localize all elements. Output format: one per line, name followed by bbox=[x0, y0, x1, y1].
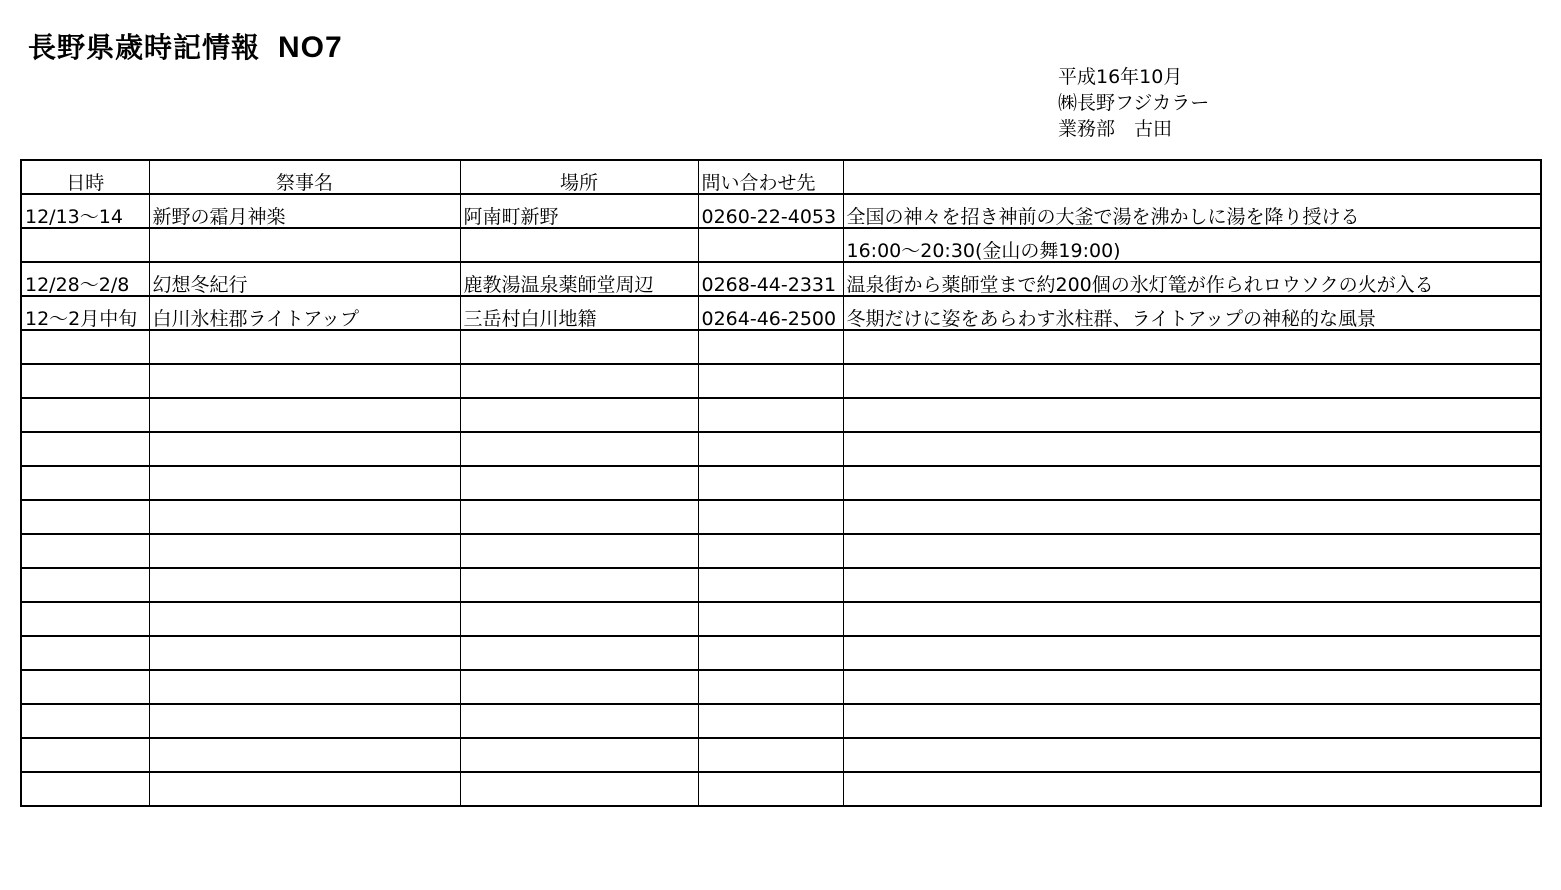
cell-description bbox=[843, 602, 1541, 636]
cell-place: 三岳村白川地籍 bbox=[460, 296, 698, 330]
title-text: 長野県歳時記情報 bbox=[28, 31, 261, 64]
cell-description bbox=[843, 568, 1541, 602]
cell-description bbox=[843, 738, 1541, 772]
cell-event-name bbox=[149, 432, 460, 466]
cell-description bbox=[843, 704, 1541, 738]
column-header-event: 祭事名 bbox=[149, 160, 460, 194]
cell-contact bbox=[698, 500, 843, 534]
cell-contact bbox=[698, 772, 843, 806]
cell-description: 全国の神々を招き神前の大釜で湯を沸かしに湯を降り授ける bbox=[843, 194, 1541, 228]
cell-contact bbox=[698, 534, 843, 568]
cell-place: 阿南町新野 bbox=[460, 194, 698, 228]
cell-date bbox=[21, 432, 149, 466]
cell-description bbox=[843, 432, 1541, 466]
cell-contact bbox=[698, 704, 843, 738]
cell-event-name: 新野の霜月神楽 bbox=[149, 194, 460, 228]
cell-place bbox=[460, 228, 698, 262]
cell-date: 12～2月中旬 bbox=[21, 296, 149, 330]
cell-event-name bbox=[149, 738, 460, 772]
events-table bbox=[20, 159, 1542, 807]
table-row bbox=[21, 330, 1541, 364]
table-row bbox=[21, 738, 1541, 772]
cell-event-name: 幻想冬紀行 bbox=[149, 262, 460, 296]
cell-date bbox=[21, 772, 149, 806]
cell-place bbox=[460, 534, 698, 568]
cell-description: 冬期だけに姿をあらわす氷柱群、ライトアップの神秘的な風景 bbox=[843, 296, 1541, 330]
table-header-row bbox=[21, 160, 1541, 194]
cell-event-name bbox=[149, 602, 460, 636]
cell-date bbox=[21, 466, 149, 500]
cell-contact bbox=[698, 228, 843, 262]
table-row bbox=[21, 670, 1541, 704]
cell-date bbox=[21, 228, 149, 262]
cell-description bbox=[843, 670, 1541, 704]
cell-place bbox=[460, 738, 698, 772]
issue-number: NO7 bbox=[278, 31, 343, 64]
cell-contact bbox=[698, 432, 843, 466]
table-row bbox=[21, 602, 1541, 636]
cell-place bbox=[460, 772, 698, 806]
cell-description bbox=[843, 364, 1541, 398]
table-row bbox=[21, 432, 1541, 466]
table-row bbox=[21, 262, 1541, 296]
cell-contact bbox=[698, 398, 843, 432]
cell-date bbox=[21, 704, 149, 738]
table-row bbox=[21, 704, 1541, 738]
issue-date: 平成16年10月 bbox=[1058, 66, 1183, 88]
table-row bbox=[21, 364, 1541, 398]
cell-event-name: 白川氷柱郡ライトアップ bbox=[149, 296, 460, 330]
issuer-department: 業務部 古田 bbox=[1058, 118, 1173, 140]
cell-date bbox=[21, 636, 149, 670]
cell-description bbox=[843, 466, 1541, 500]
cell-event-name bbox=[149, 364, 460, 398]
cell-contact bbox=[698, 602, 843, 636]
cell-description bbox=[843, 330, 1541, 364]
column-header-description bbox=[843, 160, 1541, 194]
cell-contact bbox=[698, 568, 843, 602]
cell-event-name bbox=[149, 330, 460, 364]
table-row bbox=[21, 228, 1541, 262]
issuer-block bbox=[1058, 64, 1209, 142]
cell-date bbox=[21, 500, 149, 534]
cell-event-name bbox=[149, 636, 460, 670]
cell-place bbox=[460, 568, 698, 602]
issuer-company: ㈱長野フジカラー bbox=[1058, 92, 1210, 114]
cell-contact bbox=[698, 670, 843, 704]
table-body bbox=[21, 194, 1541, 806]
cell-date bbox=[21, 602, 149, 636]
cell-date bbox=[21, 670, 149, 704]
cell-event-name bbox=[149, 398, 460, 432]
cell-place bbox=[460, 602, 698, 636]
column-header-date: 日時 bbox=[21, 160, 149, 194]
table-row bbox=[21, 398, 1541, 432]
cell-place bbox=[460, 636, 698, 670]
cell-place bbox=[460, 466, 698, 500]
cell-date bbox=[21, 330, 149, 364]
cell-contact bbox=[698, 738, 843, 772]
cell-contact: 0264-46-2500 bbox=[698, 296, 843, 330]
cell-event-name bbox=[149, 772, 460, 806]
cell-description: 16:00～20:30(金山の舞19:00) bbox=[843, 228, 1541, 262]
table-row bbox=[21, 466, 1541, 500]
cell-place bbox=[460, 432, 698, 466]
cell-event-name bbox=[149, 228, 460, 262]
cell-event-name bbox=[149, 568, 460, 602]
cell-event-name bbox=[149, 500, 460, 534]
cell-description bbox=[843, 500, 1541, 534]
cell-event-name bbox=[149, 670, 460, 704]
cell-date: 12/28～2/8 bbox=[21, 262, 149, 296]
cell-place bbox=[460, 398, 698, 432]
cell-event-name bbox=[149, 704, 460, 738]
cell-date: 12/13～14 bbox=[21, 194, 149, 228]
table-row bbox=[21, 296, 1541, 330]
cell-event-name bbox=[149, 466, 460, 500]
cell-contact: 0260-22-4053 bbox=[698, 194, 843, 228]
cell-place bbox=[460, 364, 698, 398]
cell-contact: 0268-44-2331 bbox=[698, 262, 843, 296]
cell-date bbox=[21, 398, 149, 432]
cell-description: 温泉街から薬師堂まで約200個の氷灯篭が作られロウソクの火が入る bbox=[843, 262, 1541, 296]
cell-date bbox=[21, 568, 149, 602]
cell-contact bbox=[698, 330, 843, 364]
cell-event-name bbox=[149, 534, 460, 568]
cell-date bbox=[21, 364, 149, 398]
column-header-contact: 問い合わせ先 bbox=[698, 160, 843, 194]
cell-contact bbox=[698, 466, 843, 500]
cell-place bbox=[460, 330, 698, 364]
cell-description bbox=[843, 772, 1541, 806]
page-title bbox=[28, 26, 343, 66]
cell-place bbox=[460, 704, 698, 738]
cell-place bbox=[460, 670, 698, 704]
table-row bbox=[21, 500, 1541, 534]
cell-description bbox=[843, 636, 1541, 670]
table-row bbox=[21, 636, 1541, 670]
column-header-place: 場所 bbox=[460, 160, 698, 194]
table-row bbox=[21, 534, 1541, 568]
cell-contact bbox=[698, 636, 843, 670]
table-row bbox=[21, 194, 1541, 228]
cell-place: 鹿教湯温泉薬師堂周辺 bbox=[460, 262, 698, 296]
table-row bbox=[21, 772, 1541, 806]
table-row bbox=[21, 568, 1541, 602]
cell-date bbox=[21, 738, 149, 772]
cell-contact bbox=[698, 364, 843, 398]
cell-description bbox=[843, 534, 1541, 568]
cell-description bbox=[843, 398, 1541, 432]
cell-date bbox=[21, 534, 149, 568]
cell-place bbox=[460, 500, 698, 534]
